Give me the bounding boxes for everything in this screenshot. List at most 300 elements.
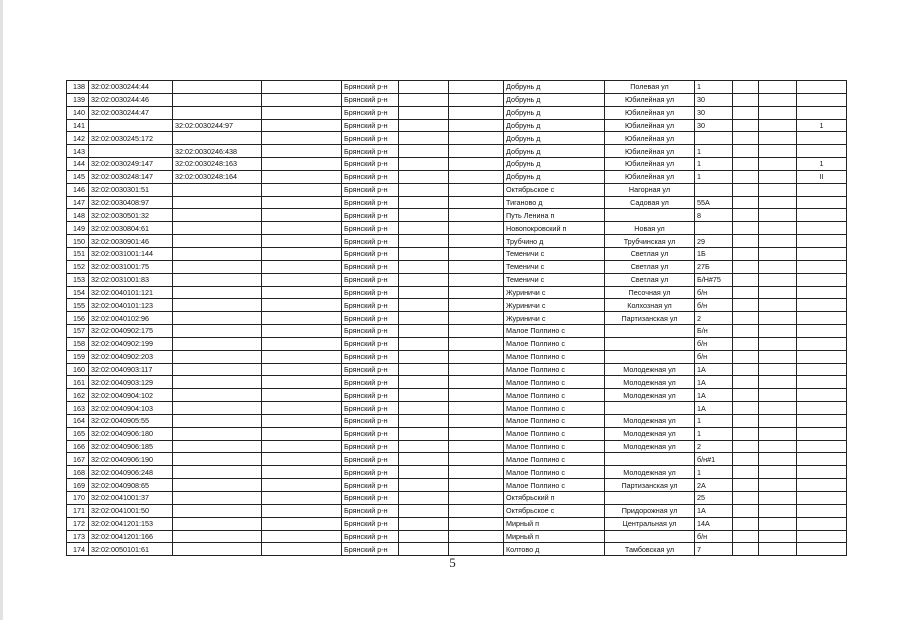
table-row — [67, 530, 847, 543]
cell-house: 27Б — [695, 260, 733, 273]
cell-cad2 — [173, 93, 262, 106]
cell-c12 — [797, 517, 847, 530]
cell-c5 — [399, 466, 449, 479]
cell-c3 — [262, 337, 342, 350]
cell-c3 — [262, 350, 342, 363]
cell-no: 153 — [67, 273, 89, 286]
cell-street: Новая ул — [605, 222, 695, 235]
cell-c6 — [449, 350, 504, 363]
cell-cad2 — [173, 517, 262, 530]
cell-no: 163 — [67, 402, 89, 415]
cell-house: 1А — [695, 363, 733, 376]
cell-district: Брянский р-н — [342, 402, 399, 415]
cell-c12 — [797, 106, 847, 119]
cell-c3 — [262, 427, 342, 440]
cell-c3 — [262, 209, 342, 222]
cell-street: Светлая ул — [605, 273, 695, 286]
cell-settlement: Малое Полпино с — [504, 427, 605, 440]
table-row — [67, 427, 847, 440]
cell-cad2 — [173, 466, 262, 479]
cell-cad2 — [173, 543, 262, 556]
cell-house: 30 — [695, 93, 733, 106]
cell-settlement: Добрунь д — [504, 132, 605, 145]
cell-c11 — [759, 260, 797, 273]
cell-c3 — [262, 81, 342, 94]
cell-no: 167 — [67, 453, 89, 466]
cell-c6 — [449, 504, 504, 517]
data-table — [66, 80, 847, 556]
cell-district: Брянский р-н — [342, 247, 399, 260]
cell-house: 2А — [695, 479, 733, 492]
table-row — [67, 312, 847, 325]
cell-no: 158 — [67, 337, 89, 350]
cell-c10 — [733, 235, 759, 248]
cell-c10 — [733, 81, 759, 94]
cell-c5 — [399, 119, 449, 132]
cell-cad2 — [173, 414, 262, 427]
cell-house: 30 — [695, 106, 733, 119]
cell-cad1: 32:02:0030245:172 — [89, 132, 173, 145]
cell-cad1: 32:02:0040906:185 — [89, 440, 173, 453]
cell-c11 — [759, 337, 797, 350]
cell-settlement: Малое Полпино с — [504, 337, 605, 350]
cell-settlement: Малое Полпино с — [504, 479, 605, 492]
cell-c3 — [262, 145, 342, 158]
cell-settlement: Журиничи с — [504, 286, 605, 299]
cell-c10 — [733, 337, 759, 350]
cell-house: 1А — [695, 504, 733, 517]
table-row — [67, 183, 847, 196]
cell-settlement: Трубчино д — [504, 235, 605, 248]
cell-cad1: 32:02:0050101:61 — [89, 543, 173, 556]
cell-district: Брянский р-н — [342, 170, 399, 183]
cell-cad1: 32:02:0040908:65 — [89, 479, 173, 492]
cell-cad2 — [173, 235, 262, 248]
cell-c5 — [399, 479, 449, 492]
cell-cad1: 32:02:0040101:123 — [89, 299, 173, 312]
cell-c3 — [262, 183, 342, 196]
cell-c3 — [262, 389, 342, 402]
cell-cad2 — [173, 530, 262, 543]
cell-c11 — [759, 440, 797, 453]
cell-c6 — [449, 209, 504, 222]
cell-street — [605, 350, 695, 363]
cell-cad1: 32:02:0040903:117 — [89, 363, 173, 376]
cell-district: Брянский р-н — [342, 106, 399, 119]
cell-house: 1А — [695, 389, 733, 402]
cell-no: 154 — [67, 286, 89, 299]
cell-settlement: Малое Полпино с — [504, 466, 605, 479]
cell-no: 141 — [67, 119, 89, 132]
table-row — [67, 479, 847, 492]
cell-district: Брянский р-н — [342, 350, 399, 363]
cell-c12 — [797, 235, 847, 248]
cell-c10 — [733, 312, 759, 325]
cell-street: Юбилейная ул — [605, 106, 695, 119]
cell-c10 — [733, 466, 759, 479]
cell-house: 1 — [695, 158, 733, 171]
cell-c12: 1 — [797, 119, 847, 132]
cell-district: Брянский р-н — [342, 286, 399, 299]
cell-c10 — [733, 119, 759, 132]
cell-c6 — [449, 93, 504, 106]
cell-c12 — [797, 427, 847, 440]
cell-no: 172 — [67, 517, 89, 530]
cell-c12 — [797, 286, 847, 299]
cell-c5 — [399, 363, 449, 376]
cell-cad2 — [173, 492, 262, 505]
cell-district: Брянский р-н — [342, 325, 399, 338]
cell-street — [605, 453, 695, 466]
cell-no: 166 — [67, 440, 89, 453]
cell-c10 — [733, 196, 759, 209]
cell-house: 1 — [695, 414, 733, 427]
cell-house: 29 — [695, 235, 733, 248]
cell-c12 — [797, 453, 847, 466]
cell-street: Юбилейная ул — [605, 158, 695, 171]
cell-no: 164 — [67, 414, 89, 427]
cell-cad1: 32:02:0030248:147 — [89, 170, 173, 183]
cell-c3 — [262, 363, 342, 376]
cell-house — [695, 183, 733, 196]
cell-c6 — [449, 247, 504, 260]
table-row — [67, 466, 847, 479]
cell-c6 — [449, 440, 504, 453]
cell-c10 — [733, 183, 759, 196]
cell-street — [605, 492, 695, 505]
table-row — [67, 414, 847, 427]
cell-c12: II — [797, 170, 847, 183]
cell-settlement: Малое Полпино с — [504, 350, 605, 363]
cell-c5 — [399, 504, 449, 517]
cell-cad1: 32:02:0030244:46 — [89, 93, 173, 106]
cell-c10 — [733, 504, 759, 517]
table-row — [67, 299, 847, 312]
cell-c6 — [449, 196, 504, 209]
cell-no: 139 — [67, 93, 89, 106]
cell-no: 145 — [67, 170, 89, 183]
cell-cad1: 32:02:0041001:50 — [89, 504, 173, 517]
cell-c5 — [399, 376, 449, 389]
cell-c5 — [399, 286, 449, 299]
cell-c12 — [797, 530, 847, 543]
cell-settlement: Добрунь д — [504, 170, 605, 183]
cell-c6 — [449, 312, 504, 325]
cell-street: Песочная ул — [605, 286, 695, 299]
cell-c12 — [797, 209, 847, 222]
cell-c6 — [449, 132, 504, 145]
cell-district: Брянский р-н — [342, 93, 399, 106]
cell-no: 174 — [67, 543, 89, 556]
cell-c10 — [733, 106, 759, 119]
table-row — [67, 119, 847, 132]
cell-settlement: Теменичи с — [504, 260, 605, 273]
cell-c11 — [759, 414, 797, 427]
cell-c11 — [759, 479, 797, 492]
cell-settlement: Октябрьское с — [504, 183, 605, 196]
cell-district: Брянский р-н — [342, 453, 399, 466]
cell-cad2 — [173, 273, 262, 286]
table-row — [67, 337, 847, 350]
cell-c11 — [759, 517, 797, 530]
cell-district: Брянский р-н — [342, 235, 399, 248]
cell-cad1: 32:02:0040903:129 — [89, 376, 173, 389]
cell-c10 — [733, 543, 759, 556]
cell-settlement: Добрунь д — [504, 119, 605, 132]
cell-c5 — [399, 402, 449, 415]
cell-c12 — [797, 492, 847, 505]
cell-district: Брянский р-н — [342, 299, 399, 312]
cell-house — [695, 222, 733, 235]
cell-cad2 — [173, 209, 262, 222]
cell-c5 — [399, 235, 449, 248]
cell-c10 — [733, 286, 759, 299]
cell-c3 — [262, 312, 342, 325]
cell-c3 — [262, 106, 342, 119]
cell-street — [605, 337, 695, 350]
cell-district: Брянский р-н — [342, 466, 399, 479]
cell-c12 — [797, 81, 847, 94]
cell-district: Брянский р-н — [342, 504, 399, 517]
cell-c10 — [733, 389, 759, 402]
cell-c12 — [797, 325, 847, 338]
cell-cad2 — [173, 440, 262, 453]
cell-house: 1 — [695, 81, 733, 94]
cell-district: Брянский р-н — [342, 312, 399, 325]
cell-c12 — [797, 260, 847, 273]
table-row — [67, 222, 847, 235]
cell-cad1: 32:02:0031001:144 — [89, 247, 173, 260]
cell-c12 — [797, 337, 847, 350]
cell-settlement: Добрунь д — [504, 145, 605, 158]
cell-c6 — [449, 235, 504, 248]
cell-no: 165 — [67, 427, 89, 440]
cell-c12: 1 — [797, 158, 847, 171]
cell-cad1: 32:02:0040902:175 — [89, 325, 173, 338]
cell-c11 — [759, 402, 797, 415]
cell-c3 — [262, 132, 342, 145]
cell-c12 — [797, 312, 847, 325]
cell-street: Центральная ул — [605, 517, 695, 530]
cell-cad2 — [173, 183, 262, 196]
cell-c5 — [399, 543, 449, 556]
cell-c10 — [733, 299, 759, 312]
cell-street: Юбилейная ул — [605, 93, 695, 106]
cell-cad1: 32:02:0040902:203 — [89, 350, 173, 363]
cell-c6 — [449, 170, 504, 183]
table-row — [67, 363, 847, 376]
cell-cad1: 32:02:0030901:46 — [89, 235, 173, 248]
cell-c5 — [399, 350, 449, 363]
table-row — [67, 273, 847, 286]
cell-c6 — [449, 402, 504, 415]
cell-c12 — [797, 93, 847, 106]
cell-street — [605, 209, 695, 222]
cell-district: Брянский р-н — [342, 530, 399, 543]
cell-settlement: Теменичи с — [504, 247, 605, 260]
cell-no: 171 — [67, 504, 89, 517]
cell-no: 168 — [67, 466, 89, 479]
cell-no: 169 — [67, 479, 89, 492]
cell-district: Брянский р-н — [342, 376, 399, 389]
cell-c5 — [399, 337, 449, 350]
cell-c11 — [759, 325, 797, 338]
cell-cad2 — [173, 106, 262, 119]
cell-c10 — [733, 363, 759, 376]
cell-settlement: Колтово д — [504, 543, 605, 556]
cell-no: 138 — [67, 81, 89, 94]
cell-c11 — [759, 504, 797, 517]
cell-c12 — [797, 299, 847, 312]
cell-c3 — [262, 299, 342, 312]
cell-c12 — [797, 466, 847, 479]
cell-c12 — [797, 479, 847, 492]
cell-c5 — [399, 196, 449, 209]
cell-c5 — [399, 158, 449, 171]
cell-settlement: Октябрьский п — [504, 492, 605, 505]
cell-district: Брянский р-н — [342, 183, 399, 196]
cell-c11 — [759, 350, 797, 363]
cell-district: Брянский р-н — [342, 196, 399, 209]
cell-cad2 — [173, 260, 262, 273]
cell-cad2 — [173, 504, 262, 517]
cell-street: Молодежная ул — [605, 363, 695, 376]
cell-c10 — [733, 260, 759, 273]
cell-cad1: 32:02:0031001:75 — [89, 260, 173, 273]
cell-c6 — [449, 530, 504, 543]
cell-c6 — [449, 286, 504, 299]
cell-street: Тамбовская ул — [605, 543, 695, 556]
cell-c10 — [733, 517, 759, 530]
cell-c11 — [759, 530, 797, 543]
cell-c3 — [262, 247, 342, 260]
cell-c3 — [262, 273, 342, 286]
cell-no: 160 — [67, 363, 89, 376]
cell-c3 — [262, 440, 342, 453]
cell-c10 — [733, 492, 759, 505]
cell-settlement: Мирный п — [504, 517, 605, 530]
cell-street: Партизанская ул — [605, 312, 695, 325]
cell-no: 150 — [67, 235, 89, 248]
cell-cad2 — [173, 81, 262, 94]
table-body — [67, 81, 847, 556]
cell-house: 55А — [695, 196, 733, 209]
cell-c6 — [449, 325, 504, 338]
cell-c6 — [449, 427, 504, 440]
cell-c11 — [759, 273, 797, 286]
cell-c6 — [449, 543, 504, 556]
cell-c6 — [449, 260, 504, 273]
cell-c10 — [733, 479, 759, 492]
cell-district: Брянский р-н — [342, 517, 399, 530]
cell-settlement: Малое Полпино с — [504, 402, 605, 415]
cell-district: Брянский р-н — [342, 440, 399, 453]
cell-c12 — [797, 145, 847, 158]
cell-c3 — [262, 543, 342, 556]
cell-c6 — [449, 466, 504, 479]
cell-c3 — [262, 260, 342, 273]
cell-cad1: 32:02:0040902:199 — [89, 337, 173, 350]
cell-house: Б/н — [695, 325, 733, 338]
cell-cad1: 32:02:0030244:44 — [89, 81, 173, 94]
cell-c11 — [759, 299, 797, 312]
cell-c11 — [759, 247, 797, 260]
table-row — [67, 170, 847, 183]
cell-c12 — [797, 414, 847, 427]
cell-house: Б/Н#75 — [695, 273, 733, 286]
cell-c11 — [759, 427, 797, 440]
cell-house: 7 — [695, 543, 733, 556]
cell-cad2 — [173, 312, 262, 325]
cell-no: 159 — [67, 350, 89, 363]
cell-c10 — [733, 402, 759, 415]
cell-c10 — [733, 414, 759, 427]
cell-c11 — [759, 119, 797, 132]
cell-c5 — [399, 389, 449, 402]
cell-cad2 — [173, 337, 262, 350]
cell-settlement: Журиничи с — [504, 312, 605, 325]
cell-no: 173 — [67, 530, 89, 543]
cell-house: 14А — [695, 517, 733, 530]
cell-no: 152 — [67, 260, 89, 273]
cell-c10 — [733, 132, 759, 145]
cell-cad2: 32:02:0030248:163 — [173, 158, 262, 171]
cell-street: Партизанская ул — [605, 479, 695, 492]
cell-district: Брянский р-н — [342, 260, 399, 273]
cell-c12 — [797, 196, 847, 209]
cell-c3 — [262, 119, 342, 132]
cell-c11 — [759, 222, 797, 235]
table-row — [67, 492, 847, 505]
cell-c3 — [262, 158, 342, 171]
cell-district: Брянский р-н — [342, 363, 399, 376]
cell-cad1: 32:02:0041201:166 — [89, 530, 173, 543]
cell-c5 — [399, 209, 449, 222]
cell-no: 143 — [67, 145, 89, 158]
cell-house: 1А — [695, 376, 733, 389]
page-number: 5 — [449, 555, 456, 570]
cell-c6 — [449, 414, 504, 427]
cell-cad1: 32:02:0040101:121 — [89, 286, 173, 299]
cell-street: Колхозная ул — [605, 299, 695, 312]
cell-house: 2 — [695, 312, 733, 325]
cell-cad1: 32:02:0040906:180 — [89, 427, 173, 440]
cell-district: Брянский р-н — [342, 543, 399, 556]
cell-house — [695, 132, 733, 145]
cell-cad1: 32:02:0030804:61 — [89, 222, 173, 235]
cell-c5 — [399, 414, 449, 427]
cell-c6 — [449, 145, 504, 158]
cell-c12 — [797, 350, 847, 363]
cell-c10 — [733, 427, 759, 440]
cell-cad1: 32:02:0040904:102 — [89, 389, 173, 402]
cell-settlement: Малое Полпино с — [504, 453, 605, 466]
cell-cad2 — [173, 325, 262, 338]
cell-c5 — [399, 81, 449, 94]
cell-c3 — [262, 453, 342, 466]
cell-c3 — [262, 196, 342, 209]
cell-settlement: Добрунь д — [504, 81, 605, 94]
cell-c11 — [759, 81, 797, 94]
cell-c12 — [797, 273, 847, 286]
cell-c11 — [759, 453, 797, 466]
cell-c5 — [399, 106, 449, 119]
cell-c11 — [759, 196, 797, 209]
cell-cad1 — [89, 145, 173, 158]
cell-house: 1 — [695, 170, 733, 183]
cell-street: Молодежная ул — [605, 414, 695, 427]
cell-c10 — [733, 530, 759, 543]
